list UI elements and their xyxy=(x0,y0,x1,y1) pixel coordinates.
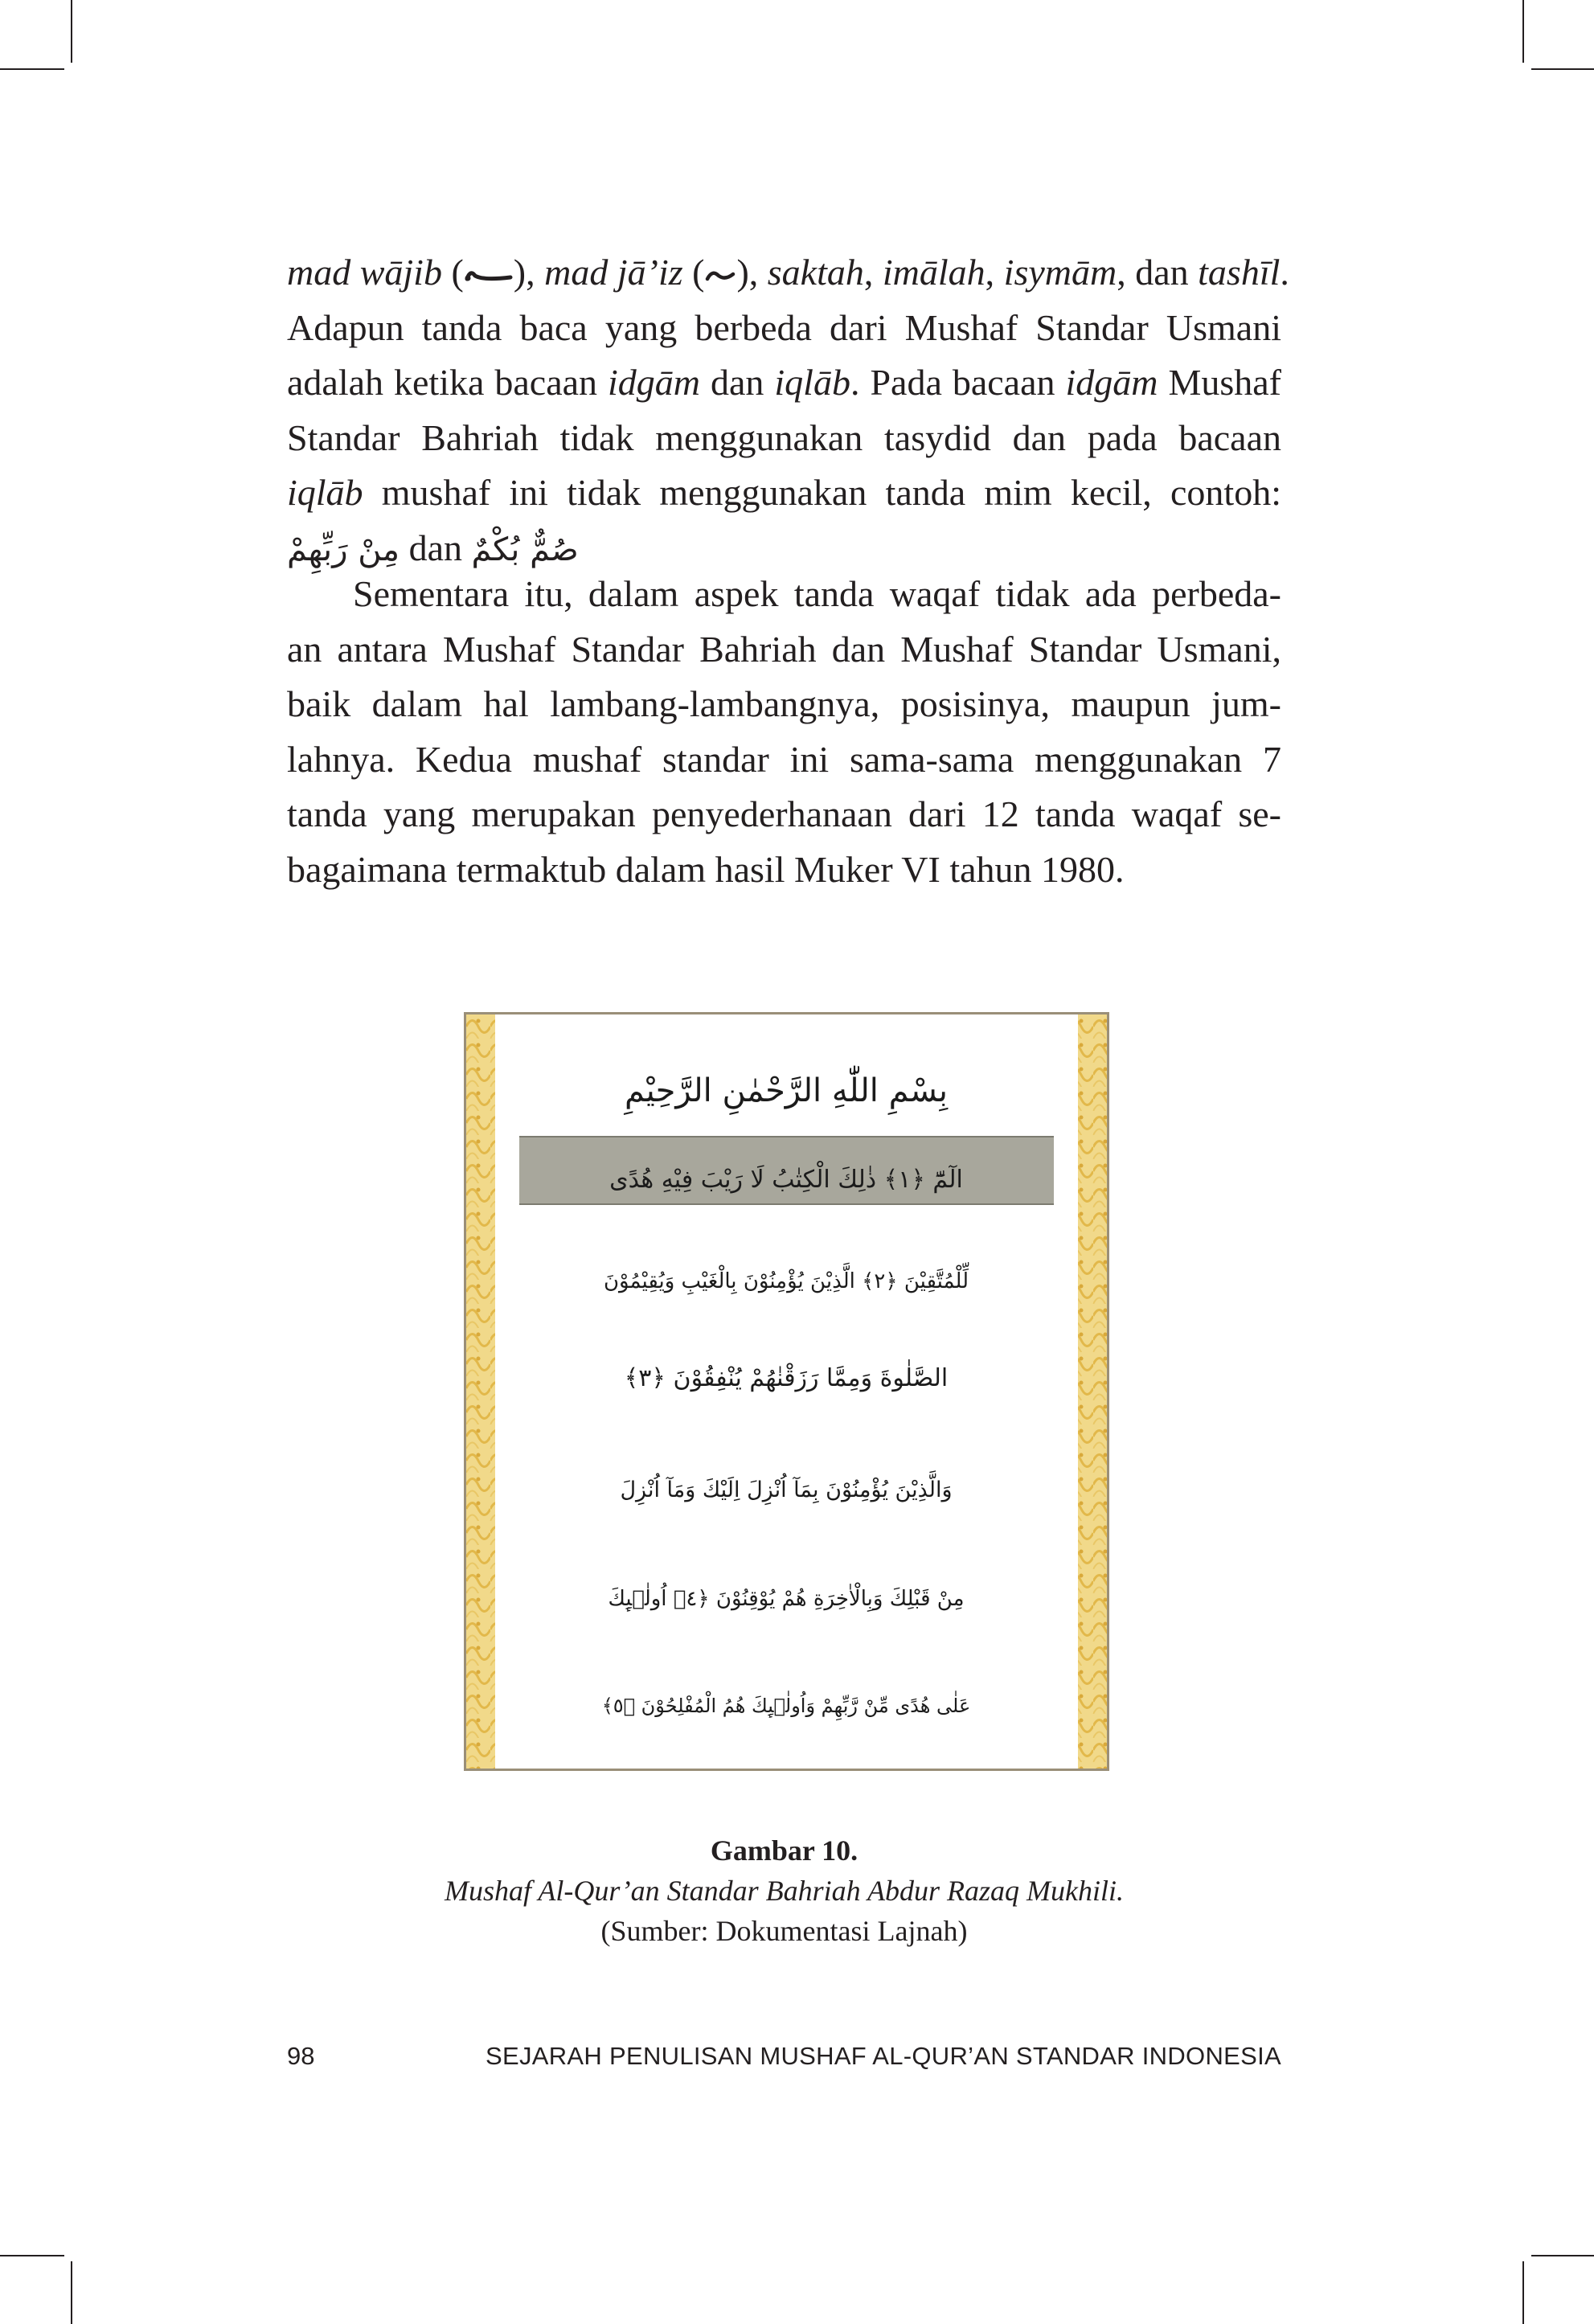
paragraph-1-line-5: iqlāb mushaf ini tidak menggunakan tanda mim kecil, contoh: xyxy=(287,472,1281,513)
crop-mark-top-left-v xyxy=(71,0,72,63)
quran-line: وَالَّذِيْنَ يُؤْمِنُوْنَ بِمَآ اُنْزِلَ اِلَيْكَ وَمَآ اُنْزِلَ xyxy=(620,1478,953,1502)
paragraph-1-line-1: mad wājib ( ), mad jā’iz ( ), saktah, imālah, isymām, dan tashīl. xyxy=(287,252,1289,293)
paragraph-1-line-3: adalah ketika bacaan idgām dan iqlāb. Pada bacaan idgām Mushaf xyxy=(287,362,1281,403)
right-ornament-border xyxy=(1078,1014,1107,1769)
figure-caption-title: Gambar 10. xyxy=(710,1834,858,1867)
paragraph-2-line: baik dalam hal lambang-lambangnya, posisinya, maupun jum- xyxy=(287,683,1281,724)
quran-line: لِّلْمُتَّقِيْنَ ﴿٢﴾ الَّذِيْنَ يُؤْمِنُوْنَ بِالْغَيْبِ وَيُقِيْمُوْنَ xyxy=(603,1269,969,1293)
figure-caption-source: (Sumber: Dokumentasi Lajnah) xyxy=(600,1915,968,1947)
quran-line: عَلٰى هُدًى مِّنْ رَّبِّهِمْ وَاُولٰۤىِٕكَ هُمُ الْمُفْلِحُوْنَ ﴿٥﴾ xyxy=(601,1695,971,1717)
example-iqlab-arabic: صُمٌّ بُكْمٌ xyxy=(471,531,579,568)
crop-mark-bottom-left-v xyxy=(71,2261,72,2324)
mad-jaiz-symbol-icon xyxy=(704,266,736,285)
running-title: SEJARAH PENULISAN MUSHAF AL-QUR’AN STANDAR INDONESIA xyxy=(486,2042,1281,2070)
body-paragraph-1 xyxy=(287,245,1289,577)
paragraph-1-line-6: مِنْ رَبِّهِمْ dan صُمٌّ بُكْمٌ xyxy=(287,527,579,568)
mad-wajib-symbol-icon xyxy=(464,266,514,285)
crop-mark-top-left-h xyxy=(0,68,64,70)
crop-mark-bottom-left-h xyxy=(0,2255,64,2256)
quran-line: مِنْ قَبْلِكَ وَبِالْاٰخِرَةِ هُمْ يُوْقِنُوْنَ ﴿٤﴾ اُولٰۤىِٕكَ xyxy=(608,1587,965,1611)
paragraph-2-line: tanda yang merupakan penyederhanaan dari 12 tanda waqaf se- xyxy=(287,793,1281,834)
paragraph-2-line: an antara Mushaf Standar Bahriah dan Mushaf Standar Usmani, xyxy=(287,628,1281,670)
quran-line: بِسْمِ اللّٰهِ الرَّحْمٰنِ الرَّحِيْمِ xyxy=(624,1072,949,1109)
mushaf-page-svg xyxy=(466,1014,1107,1769)
paragraph-2-line: Sementara itu, dalam aspek tanda waqaf tidak ada perbeda- xyxy=(353,573,1281,614)
crop-mark-top-right-h xyxy=(1531,68,1594,70)
paragraph-1-line-4: Standar Bahriah tidak menggunakan tasydid dan pada bacaan xyxy=(287,416,1281,458)
paragraph-2-line: bagaimana termaktub dalam hasil Muker VI tahun 1980. xyxy=(287,848,1125,890)
paragraph-1-line-2: Adapun tanda baca yang berbeda dari Mushaf Standar Usmani xyxy=(287,306,1281,348)
figure-caption-description: Mushaf Al-Qur’an Standar Bahriah Abdur Razaq Mukhili. xyxy=(445,1875,1124,1907)
paragraph-2-line: lahnya. Kedua mushaf standar ini sama-sama menggunakan 7 xyxy=(287,738,1281,780)
page-number: 98 xyxy=(287,2042,315,2070)
crop-mark-bottom-right-v xyxy=(1522,2261,1524,2324)
quran-line: الٓمّٓ ﴿١﴾ ذٰلِكَ الْكِتٰبُ لَا رَيْبَ فِيْهِ هُدًى xyxy=(609,1166,963,1194)
crop-mark-bottom-right-h xyxy=(1531,2255,1594,2256)
mushaf-page-image xyxy=(464,1012,1109,1771)
body-paragraph-2 xyxy=(287,567,1281,897)
quran-line: الصَّلٰوةَ وَمِمَّا رَزَقْنٰهُمْ يُنْفِقُوْنَ ﴿٣﴾ xyxy=(624,1364,949,1392)
example-idgam-arabic: مِنْ رَبِّهِمْ xyxy=(287,531,400,568)
crop-mark-top-right-v xyxy=(1522,0,1524,63)
left-ornament-border xyxy=(466,1014,495,1769)
